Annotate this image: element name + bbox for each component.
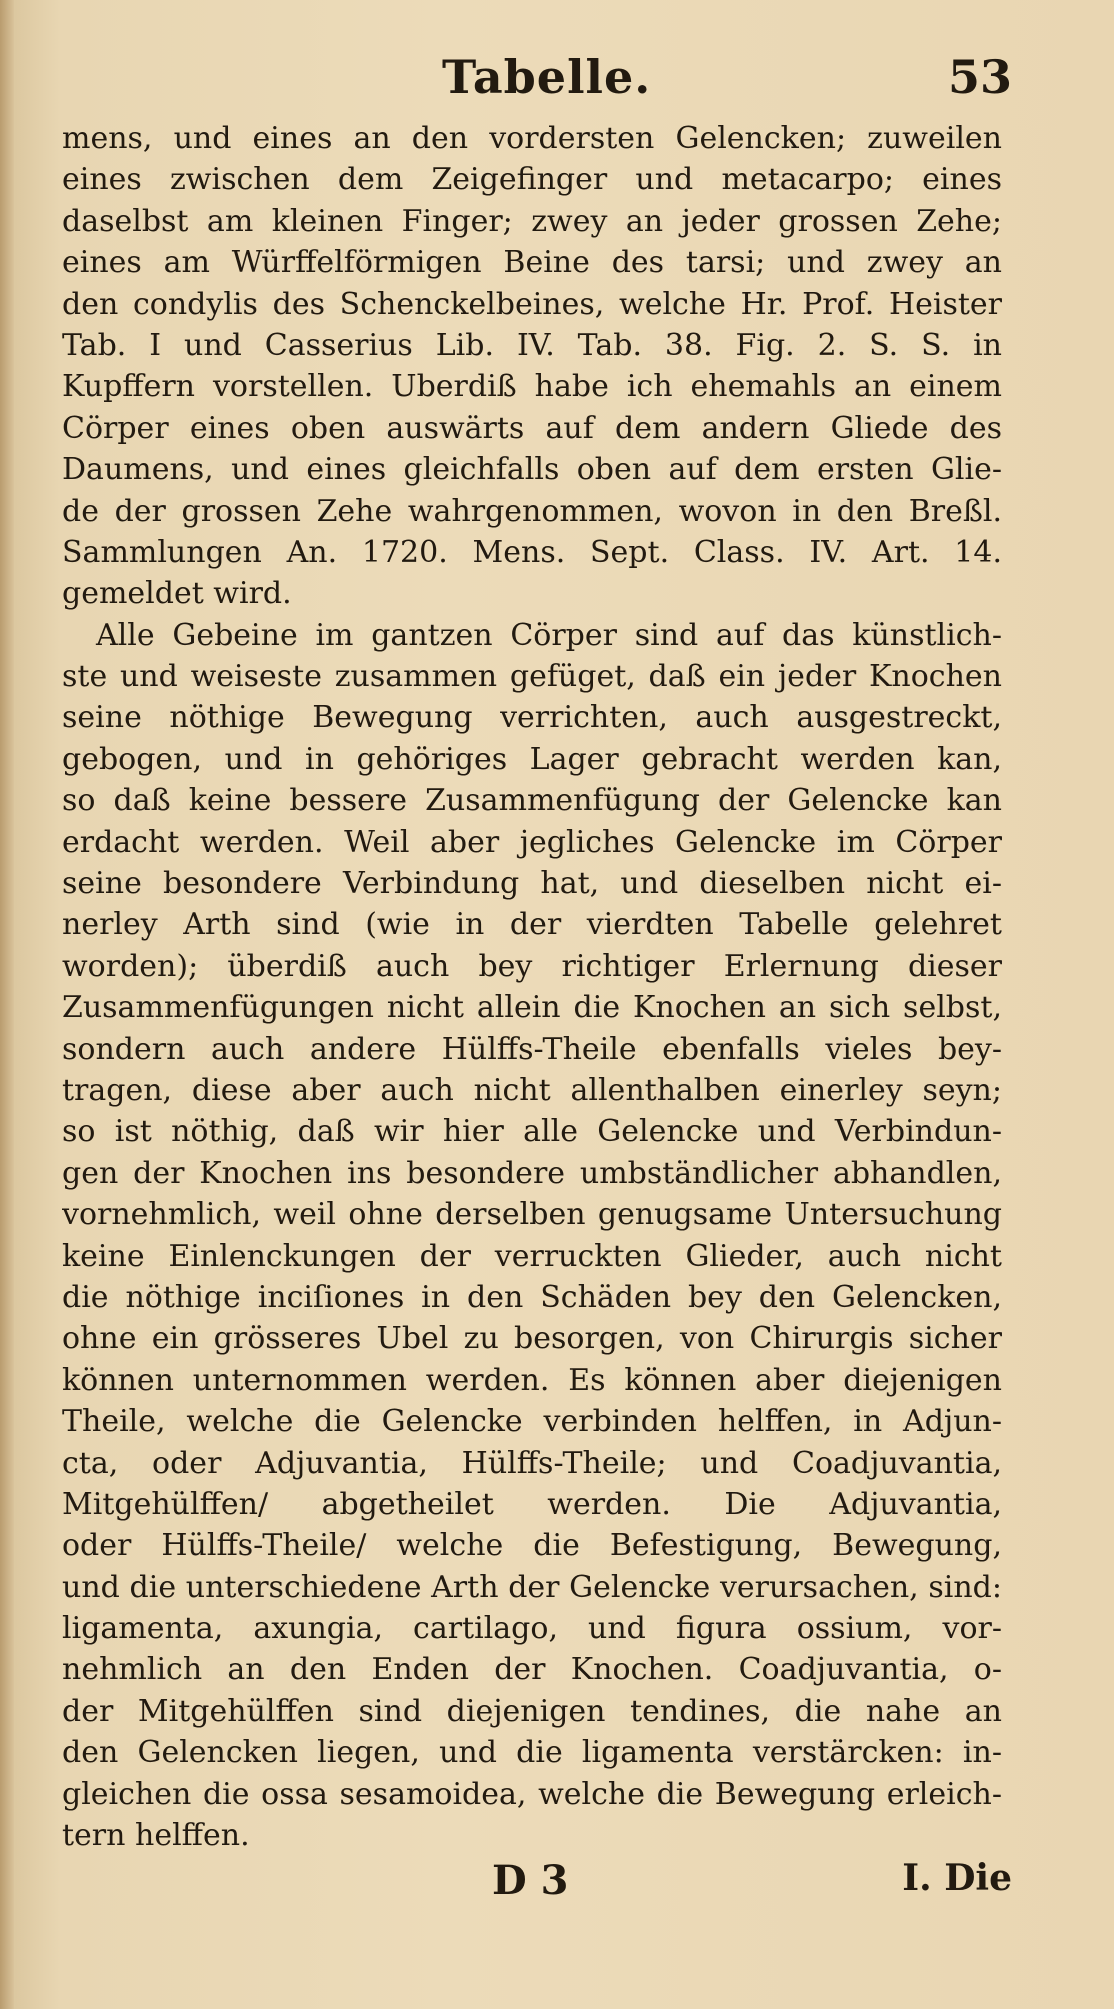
page-number: 53 bbox=[947, 50, 1012, 104]
text-line: eines am Würffelförmigen Beine des tarsi; und zwey an bbox=[62, 245, 1002, 281]
text-line: Daumens, und eines gleichfalls oben auf dem ersten Glie- bbox=[62, 452, 1002, 488]
text-line: cta, oder Adjuvantia, Hülffs-Theile; und Coadjuvantia, bbox=[62, 1445, 1002, 1481]
text-line: Mitgehülffen/ abgetheilet werden. Die Adjuvantia, bbox=[62, 1486, 1002, 1522]
text-line: nehmlich an den Enden der Knochen. Coadjuvantia, o- bbox=[62, 1652, 1002, 1688]
catchword: I. Die bbox=[902, 1857, 1012, 1899]
running-title: Tabelle. bbox=[442, 50, 652, 104]
text-line: keine Einlenckungen der verruckten Glieder, auch nicht bbox=[62, 1238, 1002, 1274]
text-line: der Mitgehülffen sind diejenigen tendines, die nahe an bbox=[62, 1693, 1002, 1729]
text-line: gemeldet wird. bbox=[62, 576, 292, 612]
text-line: seine nöthige Bewegung verrichten, auch ausgestreckt, bbox=[62, 700, 1002, 736]
text-line: gleichen die ossa sesamoidea, welche die Bewegung erleich- bbox=[62, 1776, 1002, 1812]
text-line: können unternommen werden. Es können aber diejenigen bbox=[62, 1362, 1002, 1398]
text-line: daselbst am kleinen Finger; zwey an jeder grossen Zehe; bbox=[62, 203, 1002, 239]
text-line: sondern auch andere Hülffs-Theile ebenfalls vieles bey- bbox=[62, 1031, 1002, 1067]
text-line: oder Hülffs-Theile/ welche die Befestigung, Bewegung, bbox=[62, 1528, 1002, 1564]
text-line: Sammlungen An. 1720. Mens. Sept. Class. IV. Art. 14. bbox=[62, 534, 1002, 570]
text-line: so daß keine bessere Zusammenfügung der Gelencke kan bbox=[62, 783, 1002, 819]
text-line: ste und weiseste zusammen gefüget, daß ein jeder Knochen bbox=[62, 659, 1002, 695]
text-line: vornehmlich, weil ohne derselben genugsame Untersuchung bbox=[62, 1197, 1002, 1233]
text-line: gen der Knochen ins besondere umbständlicher abhandlen, bbox=[62, 1155, 1002, 1191]
text-line: Tab. I und Casserius Lib. IV. Tab. 38. Fig. 2. S. S. in bbox=[62, 327, 1002, 363]
text-line: den condylis des Schenckelbeines, welche Hr. Prof. Heister bbox=[62, 286, 1002, 322]
text-line: erdacht werden. Weil aber jegliches Gelencke im Cörper bbox=[62, 824, 1002, 860]
text-line: seine besondere Verbindung hat, und dieselben nicht ei- bbox=[62, 866, 1002, 902]
text-line: den Gelencken liegen, und die ligamenta verstärcken: in- bbox=[62, 1735, 1002, 1771]
text-line: Theile, welche die Gelencke verbinden helffen, in Adjun- bbox=[62, 1404, 1002, 1440]
text-line: de der grossen Zehe wahrgenommen, wovon in den Breßl. bbox=[62, 493, 1002, 529]
text-line: tern helffen. bbox=[62, 1818, 250, 1854]
text-line: Kupffern vorstellen. Uberdiß habe ich ehemahls an einem bbox=[62, 369, 1002, 405]
text-line: Alle Gebeine im gantzen Cörper sind auf das künstlich- bbox=[96, 617, 1002, 653]
page-gutter bbox=[0, 0, 14, 2009]
text-line: ohne ein grösseres Ubel zu besorgen, von Chirurgis sicher bbox=[62, 1321, 1002, 1357]
text-line: so ist nöthig, daß wir hier alle Gelencke und Verbindun- bbox=[62, 1114, 1002, 1150]
text-line: nerley Arth sind (wie in der vierdten Tabelle gelehret bbox=[62, 907, 1002, 943]
text-line: und die unterschiedene Arth der Gelencke verursachen, sind: bbox=[62, 1569, 1002, 1605]
text-line: gebogen, und in gehöriges Lager gebracht werden kan, bbox=[62, 741, 1002, 777]
page-footer bbox=[62, 1857, 1012, 1917]
text-line: die nöthige inciſiones in den Schäden bey den Gelencken, bbox=[62, 1279, 1002, 1315]
signature-mark: D 3 bbox=[492, 1857, 569, 1904]
text-line: tragen, diese aber auch nicht allenthalben einerley seyn; bbox=[62, 1072, 1002, 1108]
text-line: Zusammenfügungen nicht allein die Knochen an sich selbst, bbox=[62, 990, 1002, 1026]
text-line: worden); überdiß auch bey richtiger Erlernung dieser bbox=[62, 948, 1002, 984]
text-line: eines zwischen dem Zeigefinger und metacarpo; eines bbox=[62, 162, 1002, 198]
text-line: mens, und eines an den vordersten Gelencken; zuweilen bbox=[62, 121, 1002, 156]
text-line: ligamenta, axungia, cartilago, und figura ossium, vor- bbox=[62, 1611, 1002, 1647]
text-line: Cörper eines oben auswärts auf dem andern Gliede des bbox=[62, 410, 1002, 446]
body-text bbox=[62, 118, 1002, 1856]
page-header bbox=[62, 50, 1012, 110]
